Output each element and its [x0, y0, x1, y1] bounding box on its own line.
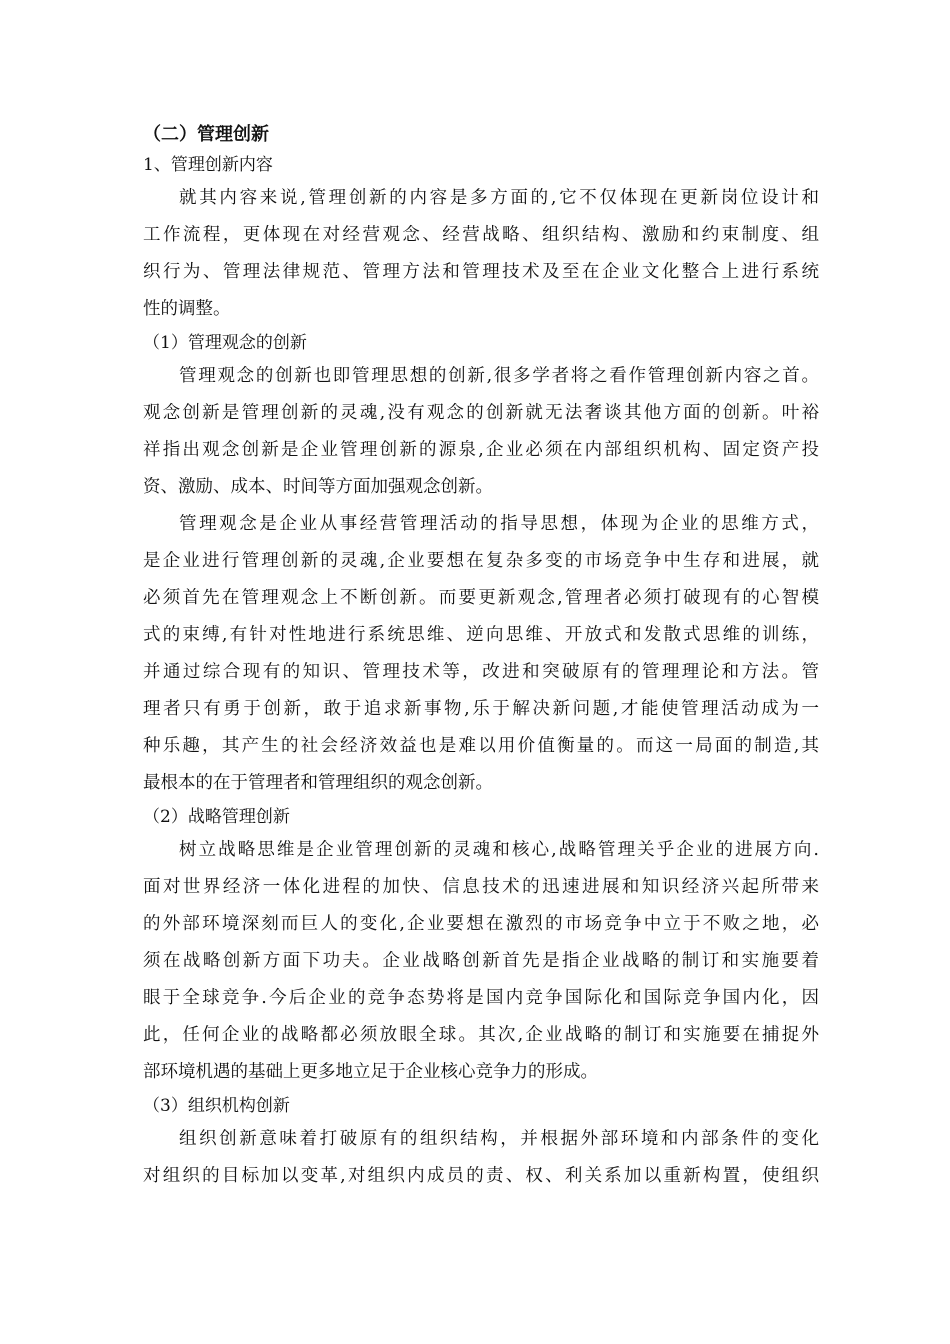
paragraph-line: 祥指出观念创新是企业管理创新的源泉,企业必须在内部组织机构、固定资产投: [143, 440, 819, 460]
heading-organization-innovation: （3）组织机构创新: [143, 1096, 290, 1116]
page-content: [143, 120, 819, 1195]
paragraph-1: [143, 180, 819, 328]
paragraph-line: 并通过综合现有的知识、管理技术等，改进和突破原有的管理理论和方法。管: [143, 662, 819, 682]
paragraph-line: 管理观念是企业从事经营管理活动的指导思想，体现为企业的思维方式，: [179, 514, 819, 534]
paragraph-3: [143, 506, 819, 802]
paragraph-4: [143, 832, 819, 1091]
paragraph-line: 部环境机遇的基础上更多地立足于企业核心竞争力的形成。: [143, 1062, 598, 1082]
heading-concept-innovation: （1）管理观念的创新: [143, 333, 307, 353]
paragraph-5: [143, 1121, 819, 1195]
paragraph-line: 组织创新意味着打破原有的组织结构，并根据外部环境和内部条件的变化: [179, 1129, 819, 1149]
paragraph-line: 就其内容来说,管理创新的内容是多方面的,它不仅体现在更新岗位设计和: [179, 188, 819, 208]
paragraph-line: 此，任何企业的战略都必须放眼全球。其次,企业战略的制订和实施要在捕捉外: [143, 1025, 819, 1045]
paragraph-line: 对组织的目标加以变革,对组织内成员的责、权、利关系加以重新构置，使组织: [143, 1166, 819, 1186]
paragraph-line: 必须首先在管理观念上不断创新。而要更新观念,管理者必须打破现有的心智模: [143, 588, 819, 608]
paragraph-line: 资、激励、成本、时间等方面加强观念创新。: [143, 477, 493, 497]
paragraph-2: [143, 358, 819, 506]
paragraph-line: 织行为、管理法律规范、管理方法和管理技术及至在企业文化整合上进行系统: [143, 262, 819, 282]
paragraph-line: 管理观念的创新也即管理思想的创新,很多学者将之看作管理创新内容之首。: [179, 366, 819, 386]
paragraph-line: 工作流程，更体现在对经营观念、经营战略、组织结构、激励和约束制度、组: [143, 225, 819, 245]
heading-management-innovation-content: 1、管理创新内容: [143, 155, 273, 175]
paragraph-line: 理者只有勇于创新，敢于追求新事物,乐于解决新问题,才能使管理活动成为一: [143, 699, 819, 719]
paragraph-line: 观念创新是管理创新的灵魂,没有观念的创新就无法奢谈其他方面的创新。叶裕: [143, 403, 819, 423]
paragraph-line: 眼于全球竞争.今后企业的竞争态势将是国内竞争国际化和国际竞争国内化，因: [143, 988, 819, 1008]
section-title: （二）管理创新: [143, 124, 269, 145]
paragraph-line: 式的束缚,有针对性地进行系统思维、逆向思维、开放式和发散式思维的训练，: [143, 625, 819, 645]
paragraph-line: 最根本的在于管理者和管理组织的观念创新。: [143, 773, 493, 793]
paragraph-line: 是企业进行管理创新的灵魂,企业要想在复杂多变的市场竞争中生存和进展，就: [143, 551, 819, 571]
paragraph-line: 的外部环境深刻而巨人的变化,企业要想在激烈的市场竞争中立于不败之地，必: [143, 914, 819, 934]
paragraph-line: 性的调整。: [143, 299, 231, 319]
paragraph-line: 树立战略思维是企业管理创新的灵魂和核心,战略管理关乎企业的进展方向.: [179, 840, 819, 860]
heading-strategy-innovation: （2）战略管理创新: [143, 807, 290, 827]
paragraph-line: 种乐趣，其产生的社会经济效益也是难以用价值衡量的。而这一局面的制造,其: [143, 736, 819, 756]
paragraph-line: 须在战略创新方面下功夫。企业战略创新首先是指企业战略的制订和实施要着: [143, 951, 819, 971]
paragraph-line: 面对世界经济一体化进程的加快、信息技术的迅速进展和知识经济兴起所带来: [143, 877, 819, 897]
